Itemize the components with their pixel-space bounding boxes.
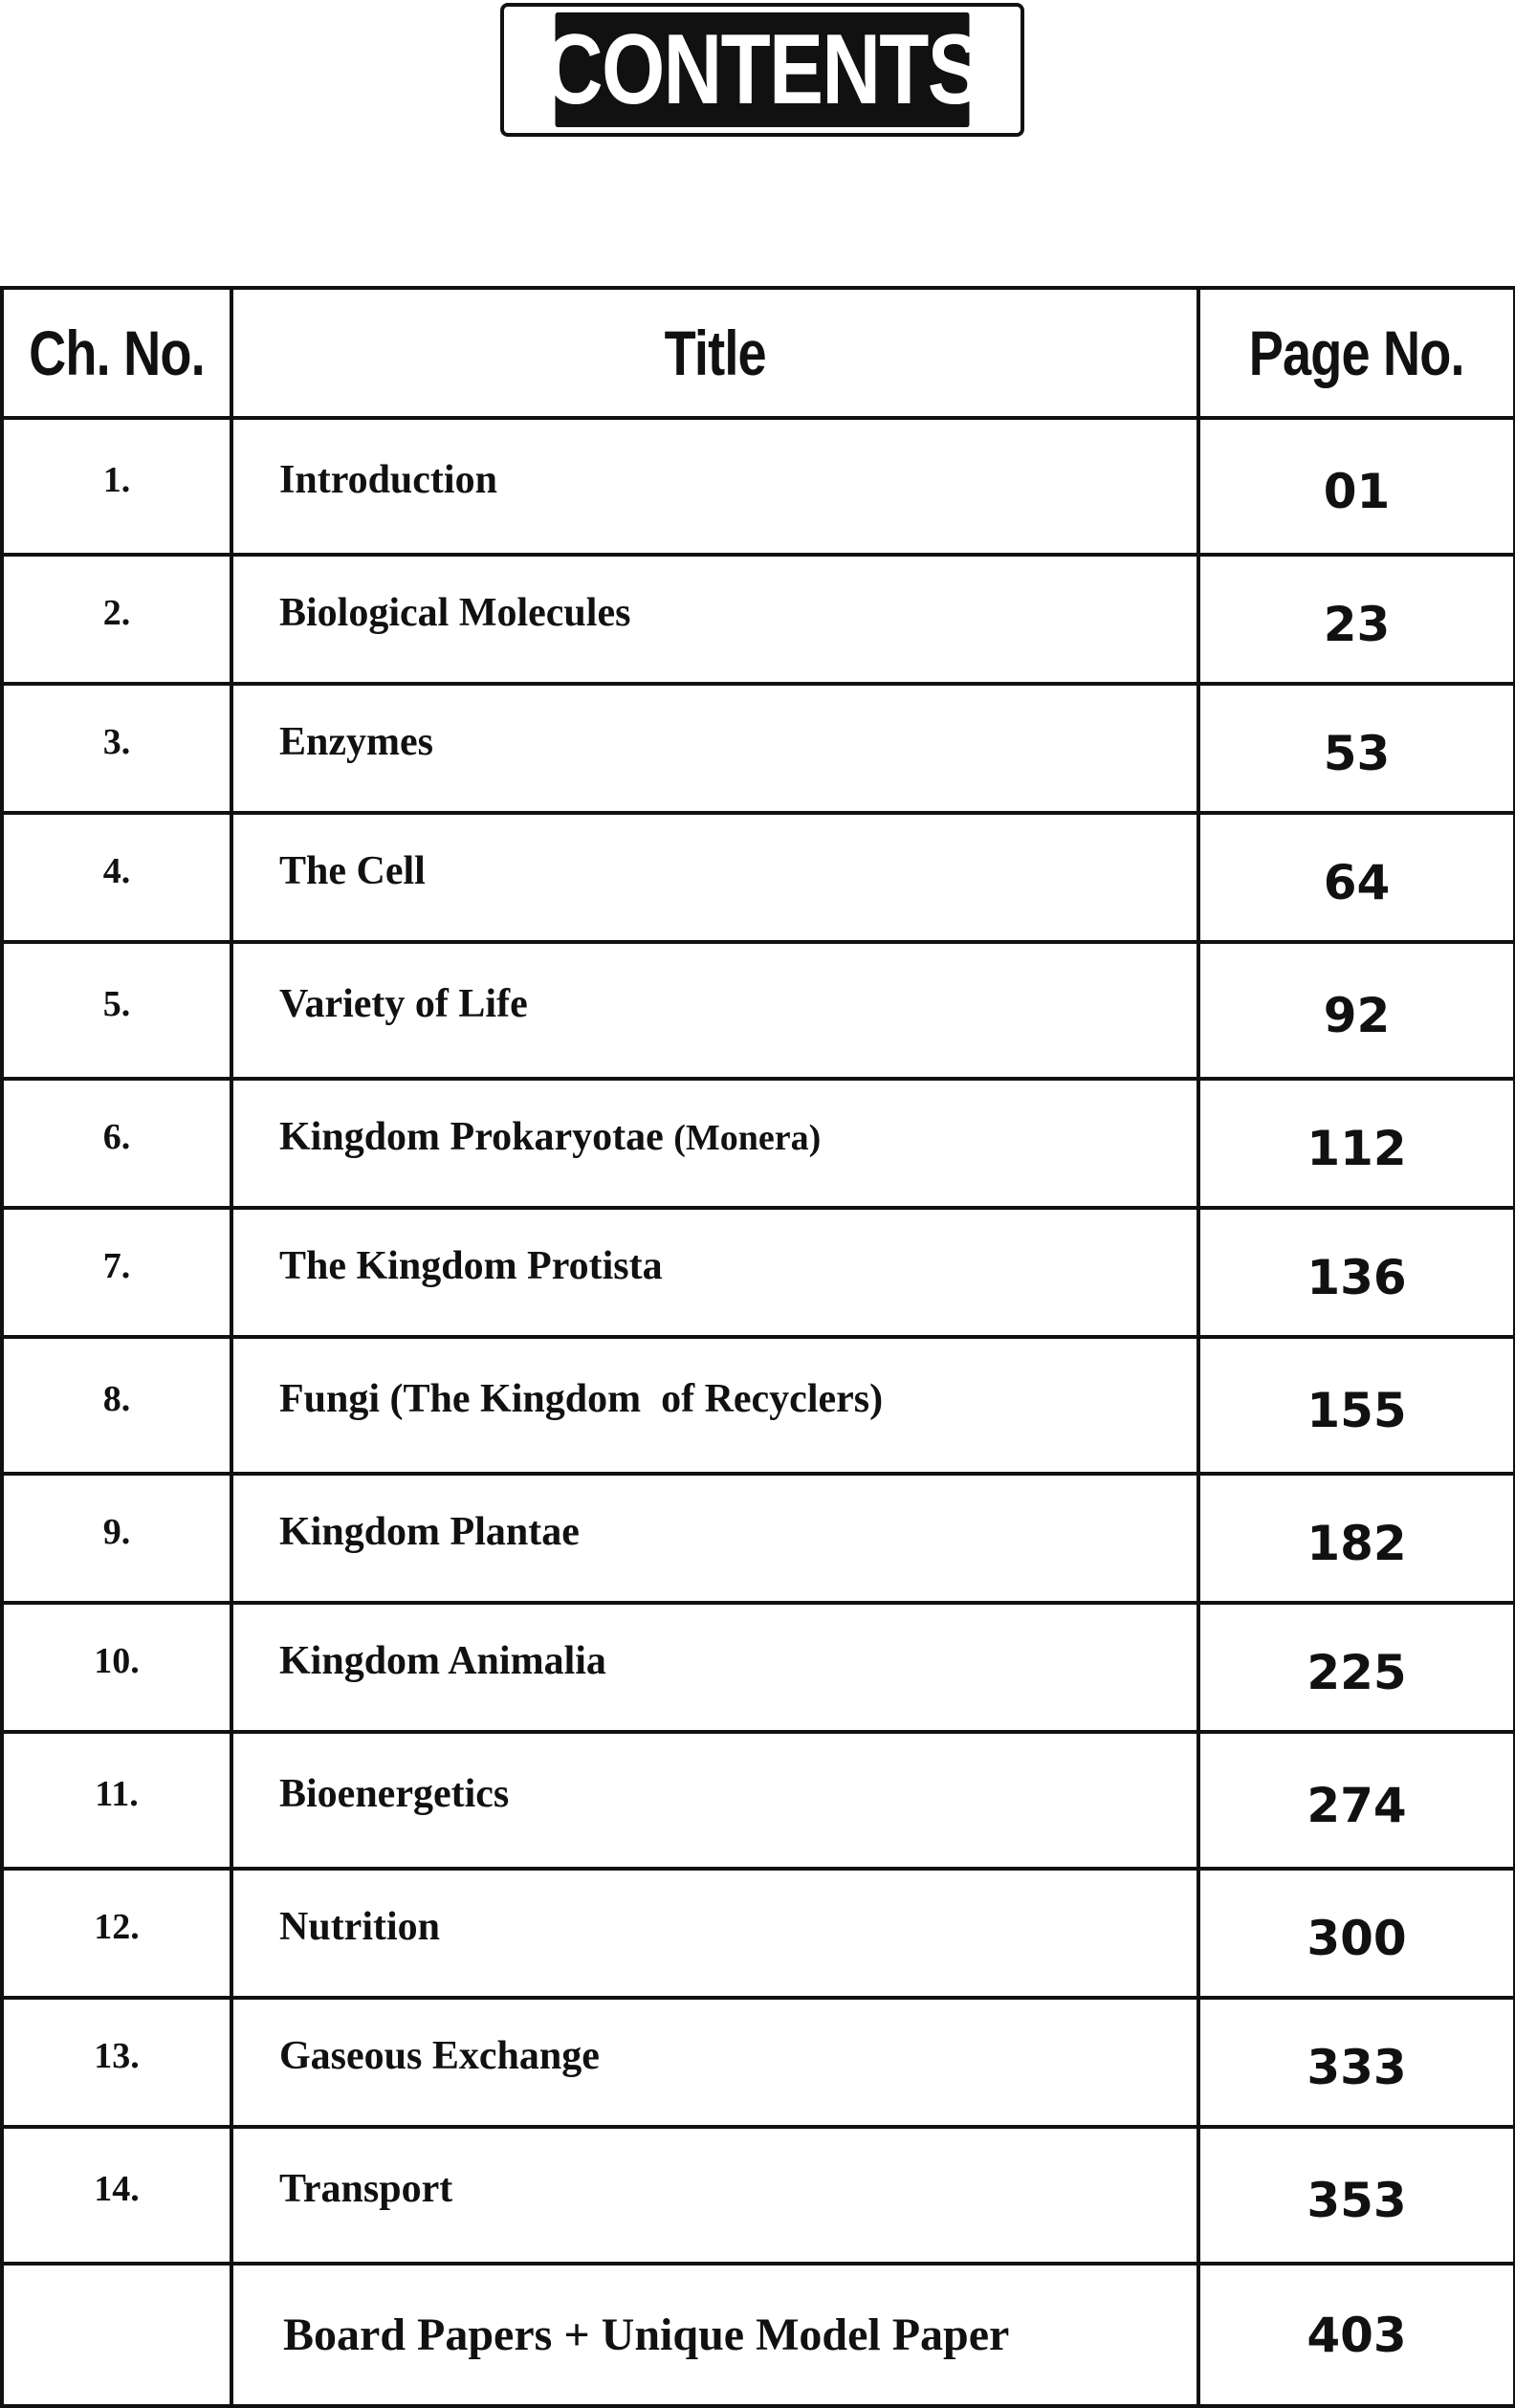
table-row	[2, 1998, 1515, 2127]
page-number: 274	[1198, 1732, 1515, 1869]
table-row	[2, 1474, 1515, 1603]
chapter-title-text: Transport	[279, 2166, 453, 2211]
chapter-title[interactable]	[231, 1998, 1198, 2127]
page-number: 92	[1198, 942, 1515, 1079]
page-number: 225	[1198, 1603, 1515, 1732]
chapter-number: 2.	[2, 555, 231, 684]
chapter-title-text: Bioenergetics	[279, 1771, 510, 1816]
page-number: 01	[1198, 418, 1515, 555]
chapter-title-text: Kingdom Plantae	[279, 1509, 580, 1554]
chapter-title[interactable]	[231, 1208, 1198, 1337]
chapter-title[interactable]	[231, 1079, 1198, 1208]
chapter-title[interactable]	[231, 2264, 1198, 2406]
chapter-title-text: Enzymes	[279, 719, 433, 764]
chapter-title-text: Biological Molecules	[279, 590, 631, 635]
table-row	[2, 1603, 1515, 1732]
table-row	[2, 1208, 1515, 1337]
chapter-number: 10.	[2, 1603, 231, 1732]
chapter-title-text: The Kingdom Protista	[279, 1243, 663, 1288]
chapter-title[interactable]	[231, 942, 1198, 1079]
contents-table	[0, 286, 1515, 2408]
table-header-row	[2, 288, 1515, 418]
table-row	[2, 555, 1515, 684]
chapter-number: 11.	[2, 1732, 231, 1869]
chapter-subtitle-text: (Monera)	[673, 1117, 822, 1158]
page-number: 353	[1198, 2127, 1515, 2264]
chapter-title[interactable]	[231, 1603, 1198, 1732]
column-header-title: Title	[231, 288, 1198, 418]
chapter-title[interactable]	[231, 813, 1198, 942]
chapter-title[interactable]	[231, 418, 1198, 555]
table-row	[2, 942, 1515, 1079]
chapter-number: 4.	[2, 813, 231, 942]
table-row	[2, 1337, 1515, 1474]
chapter-title-text: Variety of Life	[279, 981, 528, 1026]
chapter-title-text: Gaseous Exchange	[279, 2033, 600, 2078]
contents-title-frame	[500, 3, 1024, 137]
table-row	[2, 813, 1515, 942]
chapter-title[interactable]	[231, 555, 1198, 684]
table-row	[2, 1732, 1515, 1869]
chapter-number: 9.	[2, 1474, 231, 1603]
page-number: 403	[1198, 2264, 1515, 2406]
page-number: 112	[1198, 1079, 1515, 1208]
chapter-number: 7.	[2, 1208, 231, 1337]
chapter-number: 8.	[2, 1337, 231, 1474]
chapter-number: 3.	[2, 684, 231, 813]
chapter-number: 5.	[2, 942, 231, 1079]
page-number: 64	[1198, 813, 1515, 942]
chapter-number: 1.	[2, 418, 231, 555]
chapter-title[interactable]	[231, 1732, 1198, 1869]
chapter-title[interactable]	[231, 1337, 1198, 1474]
table-row	[2, 1079, 1515, 1208]
chapter-number: 13.	[2, 1998, 231, 2127]
column-header-chapter-number: Ch. No.	[2, 288, 231, 418]
chapter-number: 6.	[2, 1079, 231, 1208]
table-row	[2, 684, 1515, 813]
chapter-title-text: Kingdom Prokaryotae	[279, 1114, 664, 1159]
table-row	[2, 2264, 1515, 2406]
chapter-number: 12.	[2, 1869, 231, 1998]
chapter-title-text: Board Papers + Unique Model Paper	[283, 2309, 1010, 2360]
page-number: 333	[1198, 1998, 1515, 2127]
table-row	[2, 418, 1515, 555]
chapter-title-text: Introduction	[279, 457, 497, 502]
chapter-title-text: Fungi (The Kingdom of Recyclers)	[279, 1376, 884, 1421]
page-number: 23	[1198, 555, 1515, 684]
chapter-title-text: Nutrition	[279, 1904, 440, 1949]
contents-title: CONTENTS	[556, 12, 970, 127]
chapter-number: 14.	[2, 2127, 231, 2264]
page-number: 300	[1198, 1869, 1515, 1998]
chapter-title-text: Kingdom Animalia	[279, 1638, 606, 1683]
chapter-title[interactable]	[231, 2127, 1198, 2264]
page-number: 155	[1198, 1337, 1515, 1474]
page-number: 136	[1198, 1208, 1515, 1337]
chapter-number	[2, 2264, 231, 2406]
page-number: 53	[1198, 684, 1515, 813]
column-header-page-number: Page No.	[1198, 288, 1515, 418]
chapter-title[interactable]	[231, 1474, 1198, 1603]
chapter-title[interactable]	[231, 1869, 1198, 1998]
chapter-title-text: The Cell	[279, 848, 426, 893]
table-row	[2, 2127, 1515, 2264]
chapter-title[interactable]	[231, 684, 1198, 813]
page-number: 182	[1198, 1474, 1515, 1603]
table-row	[2, 1869, 1515, 1998]
